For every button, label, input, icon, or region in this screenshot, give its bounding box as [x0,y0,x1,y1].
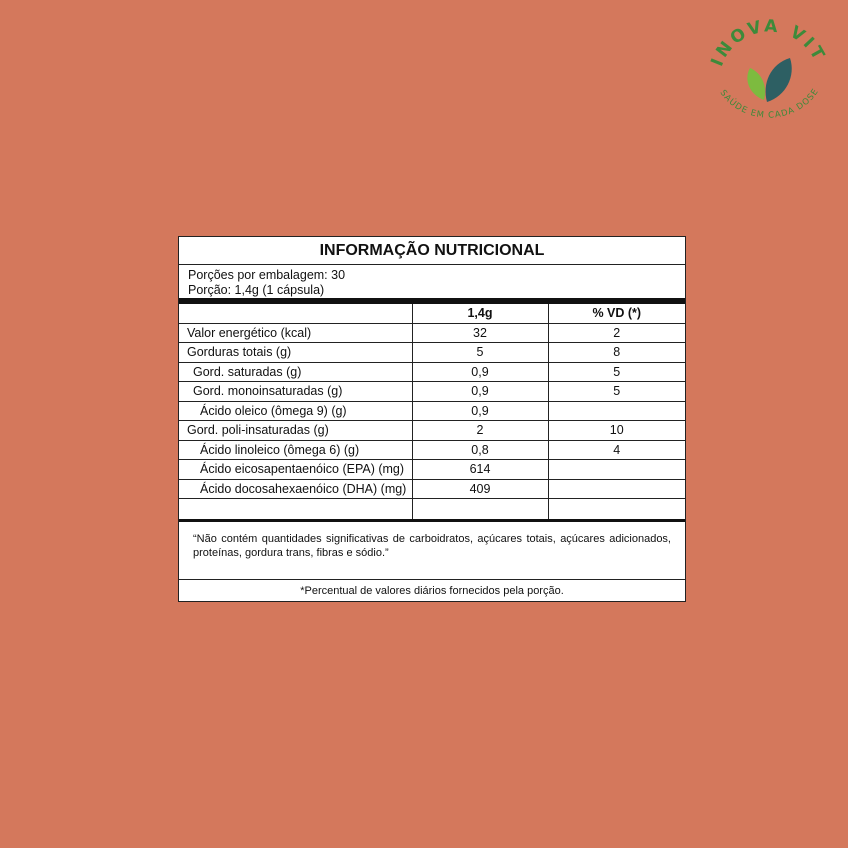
nutrient-amount: 5 [412,343,548,363]
nutrient-name: Ácido docosahexaenóico (DHA) (mg) [179,479,412,499]
brand-name: INOVA VIT [707,16,830,70]
nutrient-name: Ácido oleico (ômega 9) (g) [179,401,412,421]
serving-size: Porção: 1,4g (1 cápsula) [188,283,325,297]
brand-tagline: SAÚDE EM CADA DOSE [717,86,822,120]
header-daily-value: % VD (*) [548,304,685,323]
table-row-empty [179,499,685,520]
nutrition-facts-panel [178,236,686,602]
brand-logo [700,12,838,120]
table-row [179,362,685,382]
nutrient-name: Ácido linoleico (ômega 6) (g) [179,440,412,460]
nutrient-amount: 0,9 [412,401,548,421]
brand-logo-graphic [700,12,838,120]
panel-title: INFORMAÇÃO NUTRICIONAL [179,237,685,265]
header-nutrient [179,304,412,323]
nutrient-dv: 5 [548,362,685,382]
nutrient-dv [548,460,685,480]
nutrient-name: Gorduras totais (g) [179,343,412,363]
nutrition-table [179,304,685,519]
servings-info [179,265,685,298]
nutrient-dv: 8 [548,343,685,363]
nutrient-name: Ácido eicosapentaenóico (EPA) (mg) [179,460,412,480]
nutrient-amount: 409 [412,479,548,499]
nutrient-amount: 0,9 [412,362,548,382]
nutrient-amount: 0,9 [412,382,548,402]
nutrient-dv: 2 [548,323,685,343]
nutrient-name [179,499,412,520]
table-row [179,421,685,441]
nutrient-dv [548,499,685,520]
table-row [179,323,685,343]
table-row [179,440,685,460]
nutrient-dv: 5 [548,382,685,402]
leaf-left-icon [747,68,765,100]
nutrient-amount: 2 [412,421,548,441]
nutrient-amount: 614 [412,460,548,480]
disclaimer-note: “Não contém quantidades significativas de carboidratos, açúcares totais, açúcares adicionados, proteínas, gordura trans, fibras e sódio.” [179,522,685,580]
header-amount: 1,4g [412,304,548,323]
nutrient-amount: 32 [412,323,548,343]
table-row [179,479,685,499]
table-row [179,343,685,363]
nutrient-amount: 0,8 [412,440,548,460]
daily-value-footnote: *Percentual de valores diários fornecidos pela porção. [300,585,564,597]
leaf-right-icon [766,58,792,102]
table-row [179,460,685,480]
table-row [179,401,685,421]
nutrient-dv [548,479,685,499]
table-row [179,382,685,402]
nutrient-name: Gord. saturadas (g) [179,362,412,382]
nutrient-dv: 4 [548,440,685,460]
nutrient-name: Valor energético (kcal) [179,323,412,343]
nutrient-name: Gord. poli-insaturadas (g) [179,421,412,441]
nutrient-amount [412,499,548,520]
servings-per-package: Porções por embalagem: 30 [188,268,346,282]
table-header-row [179,304,685,323]
nutrient-dv [548,401,685,421]
nutrient-name: Gord. monoinsaturadas (g) [179,382,412,402]
nutrient-dv: 10 [548,421,685,441]
